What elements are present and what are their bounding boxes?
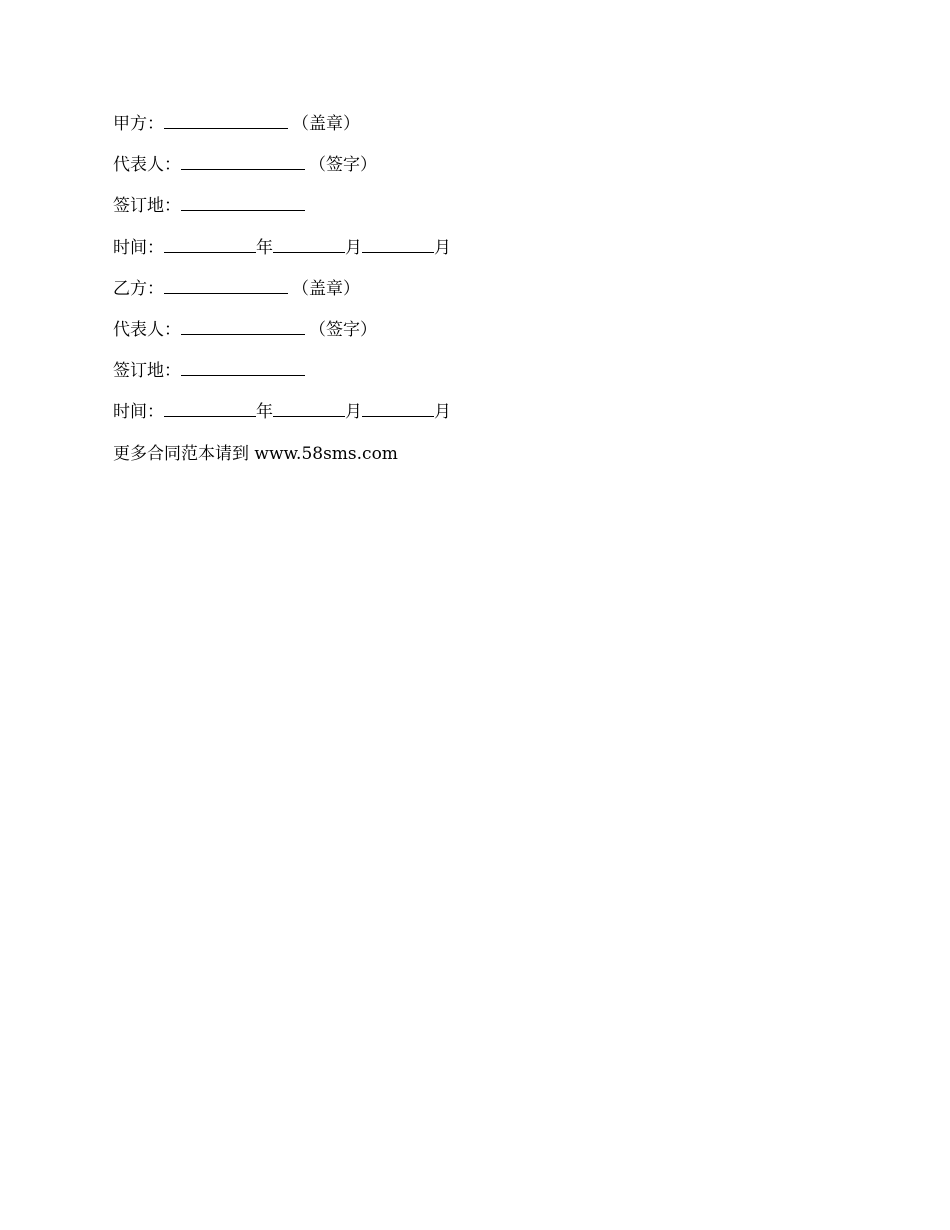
party-a-month-unit: 月 xyxy=(345,237,362,258)
party-a-rep-line xyxy=(113,153,833,194)
signature-section xyxy=(113,112,833,483)
party-b-month-unit: 月 xyxy=(345,402,362,423)
party-b-place-label: 签订地： xyxy=(113,361,181,382)
party-b-time-line xyxy=(113,400,833,441)
party-b-day-unit: 月 xyxy=(434,402,451,423)
party-a-year-blank xyxy=(164,238,256,253)
party-a-seal-note: （盖章） xyxy=(292,114,360,134)
party-a-name-blank xyxy=(164,114,288,129)
party-b-month-blank xyxy=(273,402,345,417)
party-b-day-blank xyxy=(362,402,434,417)
party-a-month-blank xyxy=(273,238,345,253)
party-a-time-line xyxy=(113,236,833,277)
party-a-day-unit: 月 xyxy=(434,237,451,258)
party-a-time-label: 时间： xyxy=(113,237,164,258)
party-a-place-blank xyxy=(181,196,305,211)
party-b-name-blank xyxy=(164,279,288,294)
party-b-rep-line xyxy=(113,318,833,359)
party-a-rep-blank xyxy=(181,155,305,170)
party-b-name-label: 乙方： xyxy=(113,278,164,299)
party-a-year-unit: 年 xyxy=(256,237,273,258)
party-b-rep-label: 代表人： xyxy=(113,319,181,340)
party-b-year-blank xyxy=(164,402,256,417)
party-a-place-line xyxy=(113,194,833,235)
footer-line xyxy=(113,442,833,483)
party-b-year-unit: 年 xyxy=(256,402,273,423)
party-b-time-label: 时间： xyxy=(113,402,164,423)
party-b-place-blank xyxy=(181,361,305,376)
party-a-name-line xyxy=(113,112,833,153)
party-b-place-line xyxy=(113,359,833,400)
party-b-rep-blank xyxy=(181,320,305,335)
party-a-sign-note: （签字） xyxy=(309,155,377,176)
party-b-name-line xyxy=(113,277,833,318)
footer-note: 更多合同范本请到 www.58sms.com xyxy=(113,443,398,464)
party-a-rep-label: 代表人： xyxy=(113,155,181,176)
party-a-place-label: 签订地： xyxy=(113,196,181,217)
party-a-name-label: 甲方： xyxy=(113,114,164,134)
party-b-sign-note: （签字） xyxy=(309,319,377,340)
party-b-seal-note: （盖章） xyxy=(292,278,360,299)
party-a-day-blank xyxy=(362,238,434,253)
